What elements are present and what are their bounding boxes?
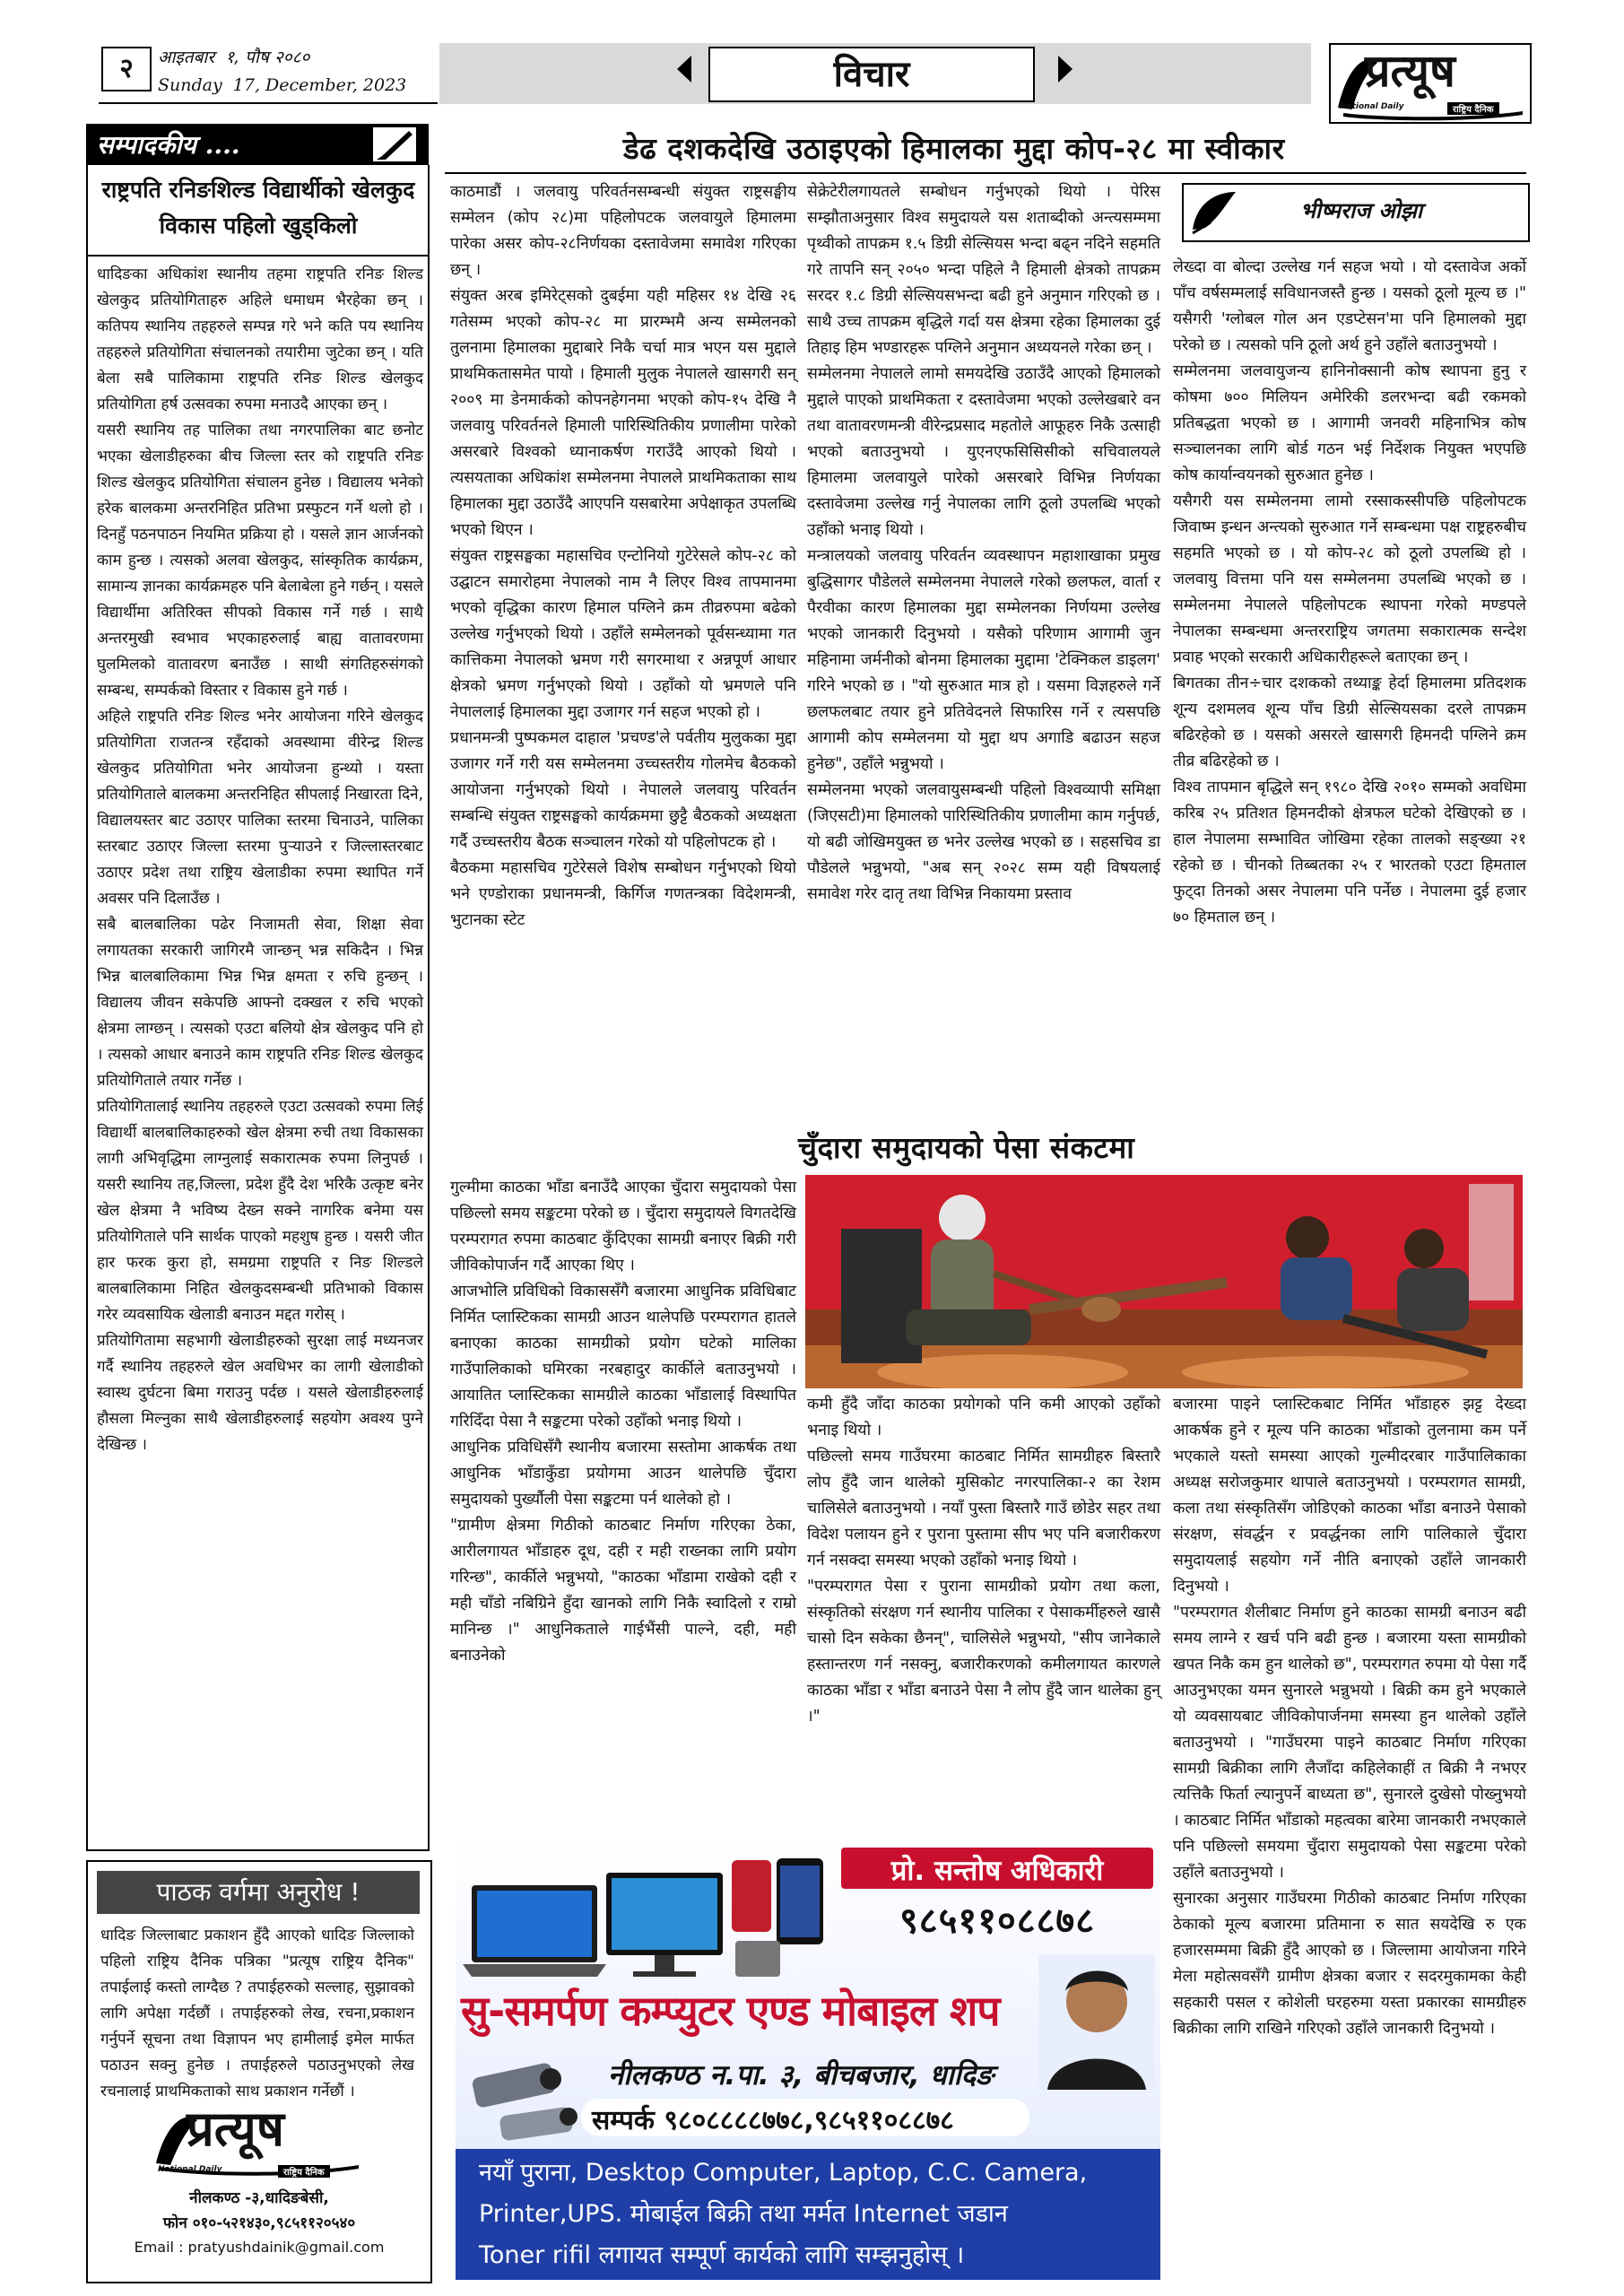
reader-box-logo (151, 2100, 366, 2179)
reader-box-logo-sub-np: राष्ट्रिय दैनिक (278, 2165, 330, 2178)
ad-services-panel (456, 2149, 1160, 2280)
author-quill-icon (1187, 187, 1241, 237)
section-title-text: विचार (833, 54, 910, 95)
editorial-body: धादिङका अधिकांश स्थानीय तहमा राष्ट्रपति रनिङ शिल्ड खेलकुद प्रतियोगिताहरु अहिले धमाधम भैरहेका छन् । कतिपय स्थानिय तहहरुले सम्पन्न गरे भने कति पय स्थानिय तहहरुले प्रतियोगिता संचालनको तयारीमा जुटेका छन् । यति बेला सबै पालिकामा राष्ट्रपति रनिङ शिल्ड खेलकुद प्रतियोगिता हर्ष उत्सवका रुपमा मनाउदै आएका छन् । यसरी स्थानिय तह पालिका तथा नगरपालिका बाट छनोट भएका खेलाडीहरुका बीच जिल्ला स्तर को राष्ट्रपति रनिङ शिल्ड खेलकुद प्रतियोगिता संचालन हुनेछ । विद्यालय भनेको हरेक बालकमा अन्तरनिहित प्रतिभा प्रस्फुटन गर्ने थलो हो । दिनहुँ पठनपाठन नियमित प्रक्रिया हो । यसले ज्ञान आर्जनको काम हुन्छ । त्यसको अलवा खेलकुद, सांस्कृतिक कार्यक्रम, सामान्य ज्ञानका कार्यक्रमहरु पनि बेलाबेला हुने गर्छन् । यसले विद्यार्थीमा अतिरिक्त सीपको विकास गर्ने गर्छ । साथै अन्तरमुखी स्वभाव भएकाहरुलाई बाह्य वातावरणमा घुलमिलको वातावरण बनाउँछ । साथी संगतिहरुसंगको सम्बन्ध, सम्पर्कको विस्तार र विकास हुने गर्छ । अहिले राष्ट्रपति रनिङ शिल्ड भनेर आयोजना गरिने खेलकुद प्रतियोगिता राजतन्त्र रहँदाको अवस्थामा वीरेन्द्र शिल्ड खेलकुद प्रतियोगिता भनेर आयोजना हुन्थ्यो । यस्ता प्रतियोगिताले बालकमा अन्तरनिहित सीपलाई निखारता दिने, विद्यालयस्तर बाट उठाएर पालिका स्तरमा चिनाउने, पालिका स्तरबाट उठाएर जिल्ला स्तरमा पुऱ्याउने र जिल्लास्तरबाट उठाएर प्रदेश तथा राष्ट्रिय खेलाडीका रुपमा स्थापित गर्ने अवसर पनि दिलाउँछ । सबै बालबालिका पढेर निजामती सेवा, शिक्षा सेवा लगायतका सरकारी जागिरमै जान्छन् भन्न सकिदैन । भिन्न भिन्न बालबालिकामा भिन्न भिन्न क्षमता र रुचि हुन्छन् । विद्यालय जीवन सकेपछि आफ्नो दक्खल र रुचि भएको क्षेत्रमा लाग्छन् । त्यसको एउटा बलियो क्षेत्र खेलकुद पनि हो । त्यसको आधार बनाउने काम राष्ट्रपति रनिङ शिल्ड खेलकुद प्रतियोगिताले तयार गर्नेछ । प्रतियोगितालाई स्थानिय तहहरुले एउटा उत्सवको रुपमा लिई विद्यार्थी बालबालिकाहरुको खेल क्षेत्रमा रुची तथा विकासका लागी अभिवृद्धिमा लाग्नुलाई सकारात्मक रुपमा लिनुपर्छ । यसरी स्थानिय तह,जिल्ला, प्रदेश हुँदै देश भरिकै उत्कृष्ट बनेर खेल क्षेत्रमा नै भविष्य देख्न सक्ने नागरिक बनेमा यस प्रतियोगिताले पनि सार्थक पाएको महशुष हुन्छ । यसरी जीत हार फरक कुरा हो, समग्रमा राष्ट्रपति र निङ शिल्डले बालबालिकामा निहित खेलकुदसम्बन्धी प्रतिभाको विकास गरेर व्यवसायिक खेलाडी बनाउन मद्दत गरोस् । प्रतियोगितामा सहभागी खेलाडीहरुको सुरक्षा लाई मध्यनजर गर्दै स्थानिय तहहरुले खेल अवधिभर का लागी खेलाडीको स्वास्थ दुर्घटना बिमा गराउनु पर्दछ । यसले खेलाडीहरुलाई हौसला मिल्नुका साथै खेलाडीहरुलाई सहयोग अवश्य पुग्ने देखिन्छ । (97, 265, 423, 1454)
ad-services-line3: Toner rifil लगायत सम्पूर्ण कार्यको लागि सम्झनुहोस् । (479, 2241, 965, 2269)
editorial-title-rule (86, 255, 429, 257)
article2-col2: कमी हुँदै जाँदा काठका प्रयोगको पनि कमी आएको उहाँको भनाइ थियो । पछिल्लो समय गाउँघरमा काठबाट निर्मित सामग्रीहरु बिस्तारै लोप हुँदै जान थालेको मुसिकोट नगरपालिका-२ का रेशम चालिसेले बताउनुभयो । नयाँ पुस्ता बिस्तारै गाउँ छोडेर सहर तथा विदेश पलायन हुने र पुराना पुस्तामा सीप भए पनि बजारीकरण गर्न नसक्दा समस्या भएको उहाँको भनाइ थियो । "परम्परागत पेसा र पुराना सामग्रीको प्रयोग तथा कला, संस्कृतिको संरक्षण गर्न स्थानीय पालिका र पेसाकर्मीहरुले खासै चासो दिन सकेका छैनन्", चालिसेले भन्नुभयो, "सीप जानेकाले हस्तान्तरण गर्न नसक्नु, बजारीकरणको कमीलगायत कारणले काठका भाँडा र भाँडा बनाउने पेसा नै लोप हुँदै जान थालेका हुन् ।" (807, 1396, 1160, 1726)
ad-contact-bar (581, 2099, 1029, 2136)
article1-headline-rule (445, 172, 1526, 174)
proprietor-photo (1038, 1955, 1155, 2090)
ad-shop-name: सु-समर्पण कम्प्युटर एण्ड मोबाइल शप (461, 1987, 1000, 2035)
page-number: २ (101, 47, 152, 91)
editorial-banner (86, 124, 429, 165)
author-name: भीष्मराज ओझा (1300, 198, 1423, 223)
reader-box-logo-sub-en: National Daily (158, 2165, 222, 2174)
ad-services-line1: नयाँ पुराना, Desktop Computer, Laptop, C.C. Camera, (479, 2159, 1088, 2187)
advertisement[interactable] (456, 1839, 1160, 2280)
woodcraft-photo-illustration (805, 1175, 1523, 1388)
reader-box-address: नीलकण्ठ -३,धादिङबेसी, (189, 2189, 329, 2207)
devices-illustration (463, 1855, 839, 1998)
cctv-camera-icon (465, 2052, 599, 2151)
article2-col3: बजारमा पाइने प्लास्टिकबाट निर्मित भाँडाहरु झट्ट देख्दा आकर्षक हुने र मूल्य पनि काठका भाँडाको तुलनामा कम पर्ने भएकाले यस्तो समस्या आएको गुल्मीदरबार गाउँपालिकाका अध्यक्ष सरोजकुमार थापाले बताउनुभयो । परम्परागत सामग्री, कला तथा संस्कृतिसँग जोडिएको काठका भाँडा बनाउने पेसाको संरक्षण, संवर्द्धन र प्रवर्द्धनका लागि पालिकाले चुँदारा समुदायलाई सहयोग गर्ने नीति बनाएको उहाँले जानकारी दिनुभयो । "परम्परागत शैलीबाट निर्माण हुने काठका सामग्री बनाउन बढी समय लाग्ने र खर्च पनि बढी हुन्छ । बजारमा यस्ता सामग्रीको खपत निकै कम हुन थालेको छ", परम्परागत रुपमा यो पेसा गर्दै आउनुभएका यमन सुनारले भन्नुभयो । बिक्री कम हुने भएकाले यो व्यवसायबाट जीविकोपार्जनमा समस्या हुन थालेको उहाँले बताउनुभयो । "गाउँघरमा पाइने काठबाट निर्माण गरिएका सामग्री बिक्रीका लागि लैजाँदा कहिलेकाहीं त बिक्री नै नभएर त्यत्तिकै फिर्ता ल्यानुपर्ने बाध्यता छ", सुनारले दुखेसो पोख्नुभयो । काठबाट निर्मित भाँडाको महत्वका बारेमा जानकारी नभएकाले पनि पछिल्लो समयमा चुँदारा समुदायको पेसा सङ्कटमा परेको उहाँले बताउनुभयो । सुनारका अनुसार गाउँघरमा गिठीको काठबाट निर्माण गरिएका ठेकाको मूल्य बजारमा प्रतिमाना रु सात सयदेखि रु एक हजारसम्ममा बिक्री हुँदै आएको छ । जिल्लामा आयोजना गरिने मेला महोत्सवसँगै ग्रामीण क्षेत्रका बजार र सदरमुकामका केही सहकारी पसल र कोशेली घरहरुमा यस्ता प्रकारका सामग्रीहरु बिक्रीका लागि राखिने गरिएको उहाँले जानकारी दिनुभयो । (1173, 1396, 1526, 2038)
article1-col1: काठमाडौं । जलवायु परिवर्तनसम्बन्धी संयुक्त राष्ट्रसङ्घीय सम्मेलन (कोप २८)मा पहिलोपटक जलवायुले हिमालमा पारेका असर कोप-२८निर्णयका दस्तावेजमा समावेश गरिएका छन् । संयुक्त अरब इमिरेट्सको दुबईमा यही महिसर १४ देखि २६ गतेसम्म भएको कोप-२८ मा प्रारम्भमै अन्य सम्मेलनको तुलनामा हिमालका मुद्दाबारे निकै चर्चा मात्र भएन यस मुद्दाले प्राथमिकतासमेत पायो । हिमाली मुलुक नेपालले खासगरी सन् २००९ मा डेनमार्कको कोपनहेगनमा भएको कोप-१५ देखि नै जलवायु परिवर्तनले हिमाली पारिस्थितिकीय प्रणालीमा पारेको असरबारे विश्वको ध्यानाकर्षण गराउँदै आएको थियो । त्यसयताका अधिकांश सम्मेलनमा नेपालले प्राथमिकताका साथ हिमालका मुद्दा उठाउँदै आएपनि यसबारेमा अपेक्षाकृत उपलब्धि भएको थिएन । संयुक्त राष्ट्रसङ्घका महासचिव एन्टोनियो गुटेरेसले कोप-२८ को उद्घाटन समारोहमा नेपालको नाम नै लिएर विश्व तापमानमा भएको वृद्धिका कारण हिमाल पग्लिने क्रम तीव्ररुपमा बढेको उल्लेख गर्नुभएको थियो । उहाँले सम्मेलनको पूर्वसन्ध्यामा गत कात्तिकमा नेपालको भ्रमण गरी सगरमाथा र अन्नपूर्ण आधार क्षेत्रको भ्रमण गर्नुभएको थियो । उहाँको यो भ्रमणले पनि नेपाललाई हिमालका मुद्दा उजागर गर्न सहज भएको हो । प्रधानमन्त्री पुष्पकमल दाहाल 'प्रचण्ड'ले पर्वतीय मुलुकका मुद्दा उजागर गर्ने गरी यस सम्मेलनमा उच्चस्तरीय गोलमेच बैठकको आयोजना गर्नुभएको थियो । नेपालले जलवायु परिवर्तन सम्बन्धि संयुक्त राष्ट्रसङ्घको कार्यक्रममा छुट्टै बैठकको अध्यक्षता गर्दै उच्चस्तरीय बैठक सञ्चालन गरेको यो पहिलोपटक हो । बैठकमा महासचिव गुटेरेसले विशेष सम्बोधन गर्नुभएको थियो भने एण्डोराका प्रधानमन्त्री, किर्गिज गणतन्त्रका विदेशमन्त्री, भुटानका स्टेट (450, 183, 796, 929)
logo-sub-en: National Daily (1340, 102, 1404, 111)
reader-box-logo-text: प्रत्यूष (187, 2100, 284, 2157)
ad-proprietor-banner (841, 1848, 1153, 1889)
logo-text: प्रत्यूष (1365, 45, 1455, 97)
section-bar (439, 43, 1311, 104)
editorial-title: राष्ट्रपति रनिङशिल्ड विद्यार्थीको खेलकुद विकास पहिलो खुड्किलो (101, 177, 415, 239)
issue-date-english: Sunday 17, December, 2023 (158, 75, 407, 95)
editorial-frame-left (86, 165, 88, 1851)
issue-date-nepali: आइतबार १, पौष २०८० (158, 48, 310, 67)
reader-request-title-text: पाठक वर्गमा अनुरोध ! (156, 1877, 360, 1907)
reader-request-title (97, 1871, 420, 1914)
reader-box-phone: फोन ०१०-५२१४३०,९८५११२०५४० (162, 2214, 356, 2232)
pen-icon (371, 126, 418, 163)
masthead-logo (1329, 43, 1532, 124)
ad-location: नीलकण्ठ न.पा. ३, बीचबजार, धादिङ (608, 2059, 994, 2092)
article2-headline: चुँदारा समुदायको पेसा संकटमा (798, 1130, 1135, 1165)
left-arrow-icon (677, 56, 691, 83)
article1-col3: लेख्दा वा बोल्दा उल्लेख गर्न सहज भयो । यो दस्तावेज अर्को पाँच वर्षसम्मलाई सविधानजस्तै हुन्छ । यसको ठूलो मूल्य छ ।" यसैगरी 'ग्लोबल गोल अन एडप्टेसन'मा पनि हिमालको मुद्दा परेको छ । त्यसको पनि ठूलो अर्थ हुने उहाँले बताउनुभयो । सम्मेलनमा जलवायुजन्य हानिनोक्सानी कोष स्थापना हुनु र कोषमा ७०० मिलियन अमेरिकी डलरभन्दा बढी रकमको प्रतिबद्धता भएको छ । आगामी जनवरी महिनाभित्र कोष सञ्चालनका लागि बोर्ड गठन भई निर्देशक नियुक्त भएपछि कोष कार्यान्वयनको सुरुआत हुनेछ । यसैगरी यस सम्मेलनमा लामो रस्साकस्सीपछि पहिलोपटक जिवाष्म इन्धन अन्त्यको सुरुआत गर्ने सम्बन्धमा पक्ष राष्ट्रहरुबीच सहमति भएको छ । यो कोप-२८ को ठूलो उपलब्धि हो । जलवायु वित्तमा पनि यस सम्मेलनमा उपलब्धि भएको छ । सम्मेलनमा नेपालले पहिलोपटक स्थापना गरेको मण्डपले नेपालका सम्बन्धमा अन्तरराष्ट्रिय जगतमा सकारात्मक सन्देश प्रवाह भएको सरकारी अधिकारीहरूले बताएका छन् । बिगतका तीन÷चार दशकको तथ्याङ्क हेर्दा हिमालमा प्रतिदशक शून्य दशमलव शून्य पाँच डिग्री सेल्सियसका दरले तापक्रम बढिरहेको छ । यसको असरले खासगरी हिमनदी पग्लिने क्रम तीव्र बढिरहेको छ । विश्व तापमान बृद्धिले सन् १९८० देखि २०१० सम्मको अवधिमा करिब २५ प्रतिशत हिमनदीको क्षेत्रफल घटेको देखिएको छ । हाल नेपालमा सम्भावित जोखिमा रहेका तालको सङ्ख्या २१ रहेको छ । चीनको तिब्बतका २५ र भारतको एउटा हिमताल फुट्दा तिनको असर नेपालमा पनि पर्नेछ । नेपालमा दुई हजार ७० हिमताल छन् । (1173, 258, 1526, 926)
editorial-label: सम्पादकीय .... (97, 130, 240, 160)
logo-sub-np: राष्ट्रिय दैनिक (1447, 102, 1499, 115)
article2-photo (805, 1175, 1523, 1388)
article1-col2: सेक्रेटेरीलगायतले सम्बोधन गर्नुभएको थियो । पेरिस सम्झौताअनुसार विश्व समुदायले यस शताब्दीको अन्त्यसम्ममा पृथ्वीको तापक्रम १.५ डिग्री सेल्सियस भन्दा बढ्न नदिने सहमति गरे तापनि सन् २०५० भन्दा पहिले नै हिमाली क्षेत्रको तापक्रम सरदर १.८ डिग्री सेल्सियसभन्दा बढी हुने अनुमान गरिएको छ । साथै उच्च तापक्रम बृद्धिले गर्दा यस क्षेत्रमा रहेका हिमालका दुई तिहाइ हिम भण्डारहरू पग्लिने अनुमान अध्ययनले गरेका छन् । सम्मेलनमा नेपालले लामो समयदेखि उठाउँदै आएको हिमालको मुद्दाले पाएको प्राथमिकता र दस्तावेजमा भएको उल्लेखबारे वन तथा वातावरणमन्त्री वीरेन्द्रप्रसाद महतोले आफूहरु निकै उत्साही भएको बताउनुभयो । युएनएफसिसिसीको सचिवालयले हिमालमा जलवायुले पारेको असरबारे विभिन्न निर्णयका दस्तावेजमा उल्लेख गर्नु नेपालका लागि ठूलो उपलब्धि भएको उहाँको भनाइ थियो । मन्त्रालयको जलवायु परिवर्तन व्यवस्थापन महाशाखाका प्रमुख बुद्धिसागर पौडेलले सम्मेलनमा नेपालले गरेको छलफल, वार्ता र पैरवीका कारण हिमालका मुद्दा सम्मेलनका निर्णयमा उल्लेख भएको जानकारी दिनुभयो । यसैको परिणाम आगामी जुन महिनामा जर्मनीको बोनमा हिमालका मुद्दामा 'टेक्निकल डाइलग' गरिने भएको छ । "यो सुरुआत मात्र हो । यसमा विज्ञहरुले गर्ने छलफलबाट तयार हुने प्रतिवेदनले सिफारिस गर्ने र त्यसपछि आगामी कोप सम्मेलनमा यो मुद्दा थप अगाडि बढाउन सहज हुनेछ", उहाँले भन्नुभयो । सम्मेलनमा भएको जलवायुसम्बन्धी पहिलो विश्वव्यापी समिक्षा (जिएसटी)मा हिमालको पारिस्थितिकीय प्रणालीमा काम गर्नुपर्छ, यो बढी जोखिमयुक्त छ भनेर उल्लेख भएको छ । सहसचिव डा पौडेलले भन्नुभयो, "अब सन् २०२८ सम्म यही विषयलाई समावेश गरेर दातृ तथा विभिन्न निकायमा प्रस्ताव (807, 183, 1160, 903)
author-box (1182, 183, 1530, 242)
ad-proprietor: प्रो. सन्तोष अधिकारी (890, 1855, 1104, 1887)
reader-request-box (86, 1860, 432, 2283)
article1-headline: डेढ दशकदेखि उठाइएको हिमालका मुद्दा कोप-२८ मा स्वीकार (623, 131, 1285, 166)
section-title (708, 47, 1035, 102)
ad-contact: सम्पर्क ९८०८८८८७७८,९८५११०८८७८ (592, 2105, 954, 2136)
ad-proprietor-phone: ९८५११०८८७८ (899, 1900, 1095, 1942)
header-underline (99, 102, 438, 104)
article2-col1: गुल्मीमा काठका भाँडा बनाउँदै आएका चुँदारा समुदायको पेसा पछिल्लो समय सङ्कटमा परेको छ । चुँदारा समुदायले विगतदेखि परम्परागत रुपमा काठबाट कुँदिएका सामग्री बनाएर बिक्री गरी जीविकोपार्जन गर्दै आएका थिए । आजभोलि प्रविधिको विकाससँगै बजारमा आधुनिक प्रविधिबाट निर्मित प्लास्टिकका सामग्री आउन थालेपछि परम्परागत हातले बनाएका काठका सामग्रीको प्रयोग घटेको मालिका गाउँपालिकाको घमिरका नरबहादुर कार्कीले बताउनुभयो । आयातित प्लास्टिकका सामग्रीले काठका भाँडालाई विस्थापित गरिदिँदा पेसा नै सङ्कटमा परेको उहाँको भनाइ थियो । आधुनिक प्रविधिसँगै स्थानीय बजारमा सस्तोमा आकर्षक तथा आधुनिक भाँडाकुँडा प्रयोगमा आउन थालेपछि चुँदारा समुदायको पुर्ख्यौली पेसा सङ्कटमा पर्न थालेको हो । "ग्रामीण क्षेत्रमा गिठीको काठबाट निर्माण गरिएका ठेका, आरीलगायत भाँडाहरु दूध, दही र मही राख्नका लागि प्रयोग गरिन्छ", कार्कीले भन्नुभयो, "काठका भाँडामा राखेको दही र मही चाँडो नबिग्रिने हुँदा खानको लागि निकै स्वादिलो र राम्रो मानिन्छ ।" आधुनिकताले गाईभैंसी पाल्ने, दही, मही बनाउनेको (450, 1178, 796, 1665)
reader-request-body: धादिङ जिल्लाबाट प्रकाशन हुँदै आएको धादिङ जिल्लाको पहिलो राष्ट्रिय दैनिक पत्रिका "प्रत्यूष राष्ट्रिय दैनिक" तपाईलाई कस्तो लाग्दैछ ? तपाईहरुको सल्लाह, सुझावको लागि अपेक्षा गर्दछौं । तपाईहरुको लेख, रचना,प्रकाशन गर्नुपर्ने सूचना तथा विज्ञापन भए हामीलाई इमेल मार्फत पठाउन सक्नु हुनेछ । तपाईहरुले पठाउनुभएको लेख रचनालाई प्राथमिकताको साथ प्रकाशन गर्नेछौं । (100, 1926, 414, 2100)
editorial-bottom-rule (86, 1849, 429, 1851)
reader-box-email[interactable]: Email : pratyushdainik@gmail.com (134, 2239, 385, 2256)
ad-services-line2: Printer,UPS. मोबाईल बिक्री तथा मर्मत Internet जडान (479, 2200, 1008, 2228)
editorial-frame-right (428, 165, 430, 1851)
right-arrow-icon (1058, 56, 1073, 83)
